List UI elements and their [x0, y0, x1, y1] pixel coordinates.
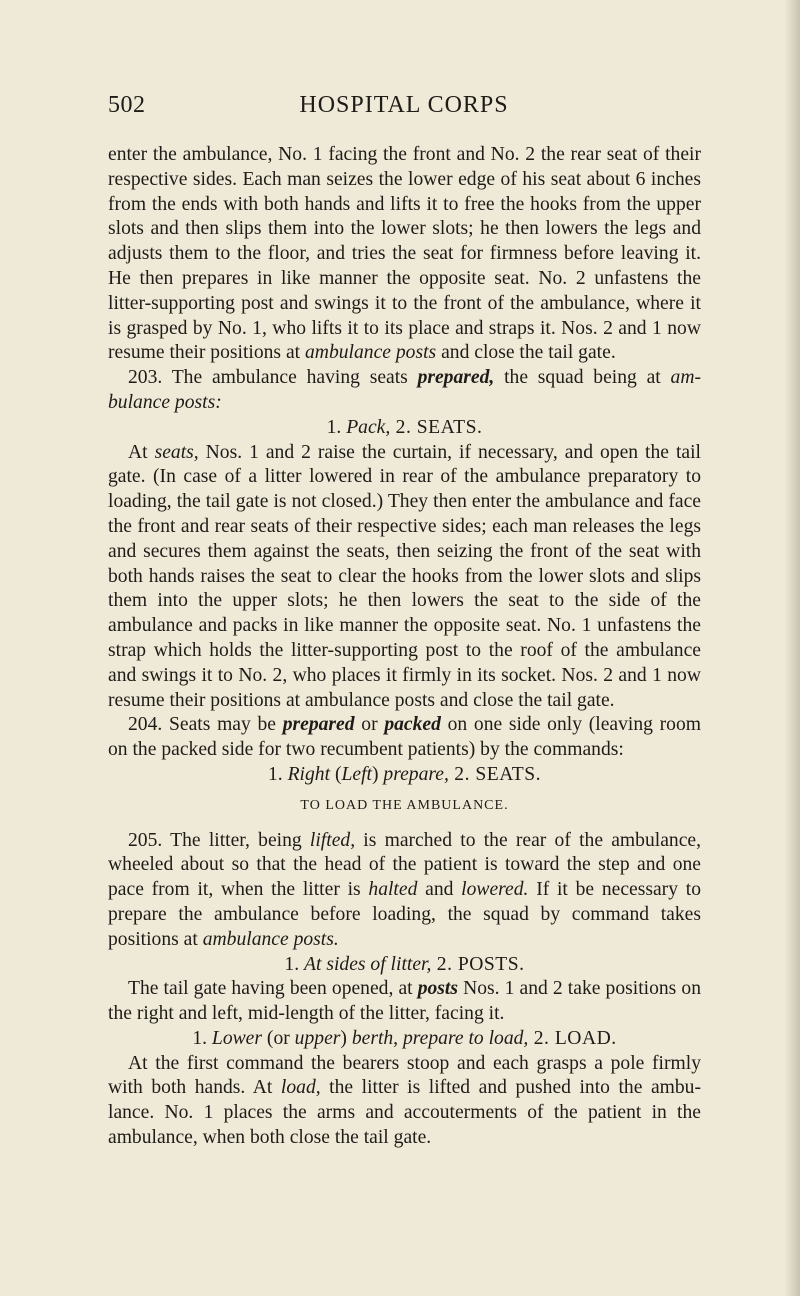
- running-head: [108, 92, 700, 122]
- command-load: 1. Lower (or upper) berth, prepare to load, 2. LOAD.: [192, 1027, 617, 1049]
- page-edge-shadow: [784, 0, 800, 1296]
- command-posts: 1. At sides of litter, 2. POSTS.: [284, 953, 525, 975]
- section-heading: TO LOAD THE AMBULANCE.: [300, 797, 509, 813]
- command-pack-seats: 1. Pack, 2. SEATS.: [326, 416, 483, 438]
- running-title: HOSPITAL CORPS: [299, 92, 509, 118]
- paragraph-205: 205. The litter, being lifted, is marched to the rear of the ambulance, wheeled about so that the head of the patient is toward the step and one pace from it, when the litter is halted and lowered. If it be necessary to prepare the ambulance before loading, the squad by command takes positions at ambulance posts.: [108, 829, 701, 950]
- paragraph-at-seats: At seats, Nos. 1 and 2 raise the curtain, if necessary, and open the tail gate. (In case of a litter lowered in rear of the ambulance preparatory to loading, the tail gate is not closed.) They then enter the ambulance and face the front and rear seats of their respective sides; each man releases the legs and secures them against the seats, then seizing the front of the seat with both hands raises the seat to clear the hooks from the lower slots and slips them into the upper slots; he then lowers the seat to the side of the ambulance and packs in like manner the opposite seat. No. 1 unfastens the strap which holds the litter-supporting post to the roof of the ambulance and swings it to No. 2, who places it firmly in its socket. Nos. 2 and 1 now resume their positions at ambulance posts and close the tail gate.: [108, 441, 701, 711]
- body-text: [108, 143, 701, 1151]
- paragraph-203: 203. The ambulance having seats prepared, the squad being at am- bulance posts:: [108, 367, 701, 413]
- paragraph-204: 204. Seats may be prepared or packed on one side only (leaving room on the packed side for two recumbent patients) by the commands:: [108, 714, 701, 761]
- paragraph-tail-gate: The tail gate having been opened, at posts Nos. 1 and 2 take positions on the right and left, mid-length of the litter, facing it.: [108, 978, 701, 1025]
- paragraph-first-command: At the first command the bearers stoop and each grasps a pole firmly with both hands. At load, the litter is lifted and pushed into the ambu- lance. No. 1 places the arms and accouterments of the patient in the ambulance, when both close the tail gate.: [108, 1052, 701, 1149]
- command-prepare-seats: 1. Right (Left) prepare, 2. SEATS.: [268, 763, 541, 785]
- paragraph-continuation: enter the ambulance, No. 1 facing the front and No. 2 the rear seat of their respective sides. Each man seizes the lower edge of his seat about 6 inches from the ends with both hands and lifts it to free the hooks from the upper slots and then slips them into the lower slots; he then lowers the legs and adjusts them to the floor, and tries the seat for firmness before leaving it. He then prepares in like manner the opposite seat. No. 2 unfastens the litter-supporting post and swings it to the front of the ambulance, where it is grasped by No. 1, who lifts it to its place and straps it. Nos. 2 and 1 now resume their positions at ambulance posts and close the tail gate.: [108, 144, 701, 364]
- page-number: 502: [108, 92, 146, 118]
